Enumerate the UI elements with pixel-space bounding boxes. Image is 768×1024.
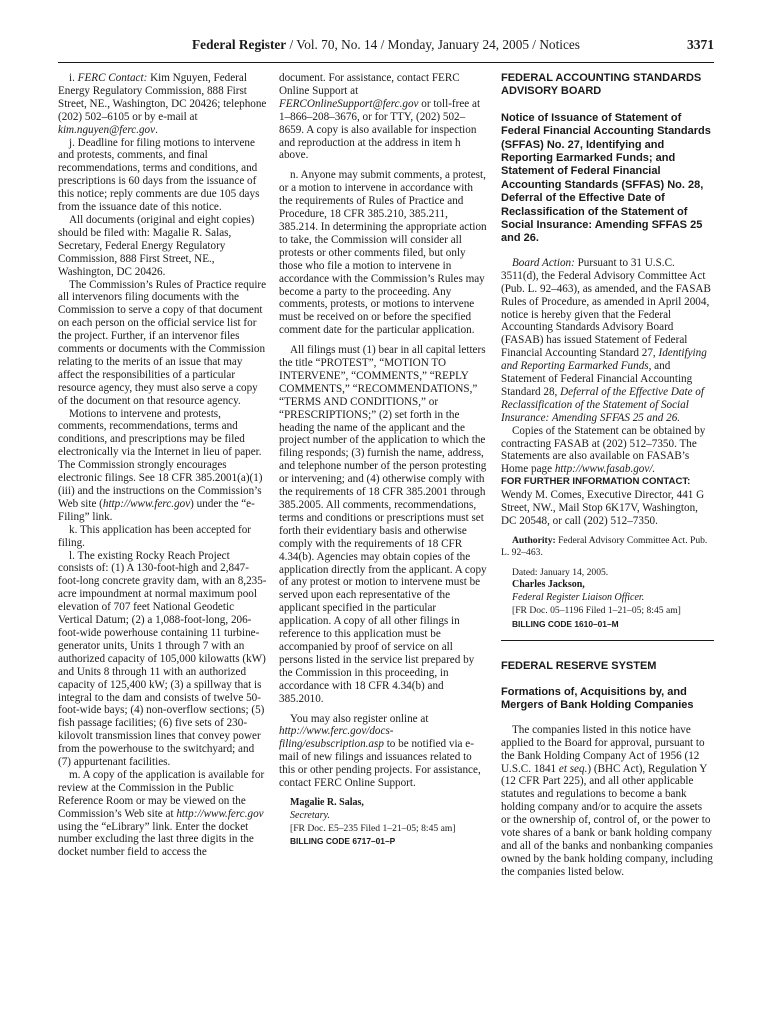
fasab-url-link[interactable]: http://www.fasab.gov/.: [554, 463, 656, 476]
page-number: 3371: [687, 37, 714, 52]
para-register-online: You may also register online at http://www.ferc.gov/docs-filing/esubscription.asp to be notified via e-mail of new filings and issuances related to this or other pending projects. For assistance, contact FERC Online Support.: [279, 712, 481, 790]
further-info-heading: FOR FURTHER INFORMATION CONTACT:: [501, 476, 691, 488]
page-header: [58, 37, 714, 59]
signer-title: Secretary.: [290, 809, 330, 821]
para-m: m. A copy of the application is available for review at the Commission in the Public Reference Room or may be viewed on the Commission’s Web site at http://www.ferc.gov using the “eLibrary” link. Enter the docket number excluding the last three digits in the docket number field to access the: [58, 768, 265, 859]
agency-heading-fasab: FEDERAL ACCOUNTING STANDARDS ADVISORY BOARD: [501, 72, 702, 98]
signer-title-fasab: Federal Register Liaison Officer.: [512, 592, 645, 604]
billing-code: BILLING CODE 6717–01–P: [290, 836, 396, 847]
authority-line: Authority: Federal Advisory Committee Act. Pub. L. 92–463.: [501, 534, 708, 559]
agency-heading-frs: FEDERAL RESERVE SYSTEM: [501, 659, 657, 672]
column-2: [279, 72, 488, 848]
para-bank-holding: The companies listed in this notice have applied to the Board for approval, pursuant to the Bank Holding Company Act of 1956 (12 U.S.C. 1841 et seq.) (BHC Act), Regulation Y (12 CFR Part 225), and all other applicable statutes and regulations to become a bank holding company and/or to acquire the assets or the ownership of, control of, or the power to vote shares of a bank or bank holding company and all of the banks and nonbanking companies owned by the bank holding company, including the companies listed below.: [501, 723, 713, 878]
ferc-url-link-2[interactable]: http://www.ferc.gov: [176, 807, 264, 820]
fr-doc-line-fasab: [FR Doc. 05–1196 Filed 1–21–05; 8:45 am]: [512, 605, 681, 617]
further-info-text: Wendy M. Comes, Executive Director, 441 G Street, NW., Mail Stop 6K17V, Washington, DC 20548, or call (202) 512–7350.: [501, 489, 705, 527]
ferc-contact-head: FERC Contact:: [77, 72, 148, 84]
esubscription-link[interactable]: http://www.ferc.gov/docs-filing/esubscription.asp: [279, 725, 394, 751]
column-3: [501, 72, 714, 879]
ferc-online-support-email[interactable]: FERCOnlineSupport@ferc.gov: [279, 97, 419, 110]
para-all-documents: All documents (original and eight copies) should be filed with: Magalie R. Salas, Secretary, Federal Energy Regulatory Commission, 888 First Street, NE., Washington, DC 20426.: [58, 213, 255, 278]
para-board-action: Board Action: Pursuant to 31 U.S.C. 3511(d), the Federal Advisory Committee Act (Pub. L. 92–463), as amended, and the FASAB Rules of Procedure, as amended in April 2004, notice is hereby given that the Federal Accounting Standards Advisory Board (FASAB) has issued Statement of Federal Financial Accounting Standard 27, Identifying and Reporting Earmarked Funds, and Statement of Federal Financial Accounting Standard 28, Deferral of the Effective Date of Reclassification of the Statement of Social Insurance: Amending SFFAS 25 and 26.: [501, 256, 711, 424]
para-l: l. The existing Rocky Reach Project consists of: (1) A 130-foot-high and 2,847-foot-long concrete gravity dam, with an 8,235-acre impoundment at normal maximum pool elevation of 707 feet National Geodetic Vertical Datum; (2) a 1,088-foot-long, 206-foot-wide powerhouse containing 11 turbine-generator units, Units 1 through 7 with an authorized capacity of 105,000 kilowatts (kW) and Units 8 through 11 with an authorized capacity of 125,400 kW; (3) a spillway that is integral to the dam and consists of twelve 50-foot-wide bays; (4) non-overflow sections; (5) fish passage facilities; (6) five sets of 230-kilovolt transmission lines that convey power from the powerhouse to the switchyard; and (7) appurtenant facilities.: [58, 549, 267, 769]
column-1: [58, 72, 267, 859]
dated-line: Dated: January 14, 2005.: [512, 566, 609, 578]
ferc-contact-email[interactable]: kim.nguyen@ferc.gov: [58, 123, 156, 136]
subject-heading-sffas: Notice of Issuance of Statement of Federal Financial Accounting Standards (SFFAS) No. 27, Identifying and Reporting Earmarked Funds; and Statement of Federal Financial Accounting Standards (SFFAS) No. 28, Deferral of the Effective Date of Reclassification of the Statement of Social Insurance: Amending SFFAS 25 and 26.: [501, 111, 711, 245]
para-n: n. Anyone may submit comments, a protest, or a motion to intervene in accordance with the requirements of Rules of Practice and Procedure, 18 CFR 385.210, 385.211, 385.214. In determining the appropriate action to take, the Commission will consider all protests or other comments filed, but only those who file a motion to intervene in accordance with the Commission’s Rules may become a party to the proceeding. Any comments, protests, or motions to intervene must be received on or before the specified comment date for the particular application.: [279, 169, 487, 337]
running-head: [58, 37, 714, 53]
para-all-filings: All filings must (1) bear in all capital letters the title “PROTEST”, “MOTION TO INTERVENE”, “COMMENTS,” “REPLY COMMENTS,” “RECOMMENDATIONS,” “TERMS AND CONDITIONS,” or “PRESCRIPTIONS;” (2) set forth in the heading the name of the applicant and the project number of the application to which the filing responds; (3) furnish the name, address, and telephone number of the person protesting or intervening; and (4) otherwise comply with the requirements of 18 CFR 385.2001 through 385.2005. All comments, recommendations, terms and conditions or prescriptions must set forth their evidentiary basis and otherwise comply with the requirements of 18 CFR 4.34(b). Agencies may obtain copies of the application directly from the applicant. A copy of any protest or motion to intervene must be served upon each representative of the applicant specified in the particular application. A copy of all other filings in reference to this application must be accompanied by proof of service on all persons listed in the service list prepared by the Commission in this proceeding, in accordance with 18 CFR 4.34(b) and 385.2010.: [279, 344, 487, 705]
fr-doc-line: [FR Doc. E5–235 Filed 1–21–05; 8:45 am]: [290, 822, 456, 834]
signer-name: Magalie R. Salas,: [290, 796, 364, 808]
ferc-url-link[interactable]: http://www.ferc.gov: [102, 497, 191, 510]
header-rule: [58, 62, 714, 63]
para-copies: Copies of the Statement can be obtained by contracting FASAB at (202) 512–7350. The Statements are also available on FASAB’s Home page http://www.fasab.gov/.: [501, 424, 706, 476]
subject-heading-bank-holding: Formations of, Acquisitions by, and Mergers of Bank Holding Companies: [501, 686, 694, 712]
publication-name: Federal Register: [192, 37, 287, 52]
para-rules-of-practice: The Commission’s Rules of Practice require all intervenors filing documents with the Commission to serve a copy of that document on each person on the official service list for the project. Further, if an intervenor files comments or documents with the Commission relating to the merits of an issue that may affect the responsibilities of a particular resource agency, they must also serve a copy of the document on that resource agency.: [58, 278, 267, 407]
para-i: i. FERC Contact: Kim Nguyen, Federal Energy Regulatory Commission, 888 First Street, NE., Washington, DC 20426; telephone (202) 502–6105 or by e-mail at kim.nguyen@ferc.gov.: [58, 72, 267, 136]
para-motions: Motions to intervene and protests, comments, recommendations, terms and conditions, and prescriptions may be filed electronically via the Internet in lieu of paper. The Commission strongly encourages electronic filings. See 18 CFR 385.2001(a)(1)(iii) and the instructions on the Commission’s Web site (http://www.ferc.gov) under the “e-Filing” link.: [58, 407, 263, 523]
billing-code-fasab: BILLING CODE 1610–01–M: [512, 618, 619, 629]
section-rule: [501, 640, 714, 641]
para-continued: document. For assistance, contact FERC Online Support at FERCOnlineSupport@ferc.gov or toll-free at 1–866–208–3676, or for TTY, (202) 502–8659. A copy is also available for inspection and reproduction at the address in item h above.: [279, 72, 481, 162]
para-j: j. Deadline for filing motions to intervene and protests, comments, and final recommendations, terms and conditions, and prescriptions is 60 days from the issuance of this notice; reply comments are due 105 days from the issuance date of this notice.: [58, 136, 260, 214]
signer-name-fasab: Charles Jackson,: [512, 579, 585, 591]
issue-info: / Vol. 70, No. 14 / Monday, January 24, 2005 / Notices: [286, 37, 580, 52]
para-k: k. This application has been accepted for filing.: [58, 523, 251, 549]
board-action-head: Board Action:: [512, 256, 575, 269]
